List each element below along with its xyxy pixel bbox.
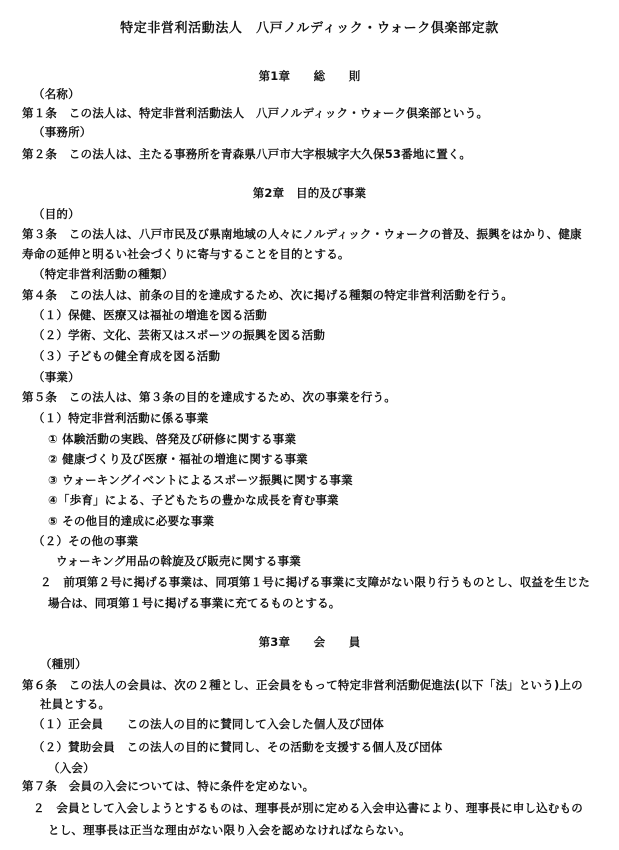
article-6-line-1: 第６条 この法人の会員は、次の２種とし、正会員をもって特定非営利活動促進法(以下「法」という)上の (22, 678, 583, 692)
caption-activity-kinds: （特定非営利活動の種類） (33, 267, 174, 281)
article-3-line-1: 第３条 この法人は、八戸市民及び県南地域の人々にノルディック・ウォークの普及、振興をはかり、健康 (22, 227, 582, 241)
article-7-paragraph-2-line-1: ２ 会員として入会しようとするものは、理事長が別に定める入会申込書により、理事長に申し込むもの (33, 801, 583, 815)
article-4-item-1: （１）保健、医療又は福祉の増進を図る活動 (33, 308, 267, 322)
article-5-section-1-item-4: ④「歩育」による、子どもたちの豊かな成長を育む事業 (48, 493, 339, 507)
article-2: 第２条 この法人は、主たる事務所を青森県八戸市大字根城字大久保53番地に置く。 (22, 147, 472, 161)
article-4-item-2: （２）学術、文化、芸術又はスポーツの振興を図る活動 (33, 328, 326, 342)
article-4-item-3: （３）子どもの健全育成を図る活動 (33, 349, 221, 363)
chapter-3-heading: 第3章 会 員 (258, 635, 361, 649)
article-4: 第４条 この法人は、前条の目的を達成するため、次に掲げる種類の特定非営利活動を行う。 (22, 288, 513, 302)
article-5: 第５条 この法人は、第３条の目的を達成するため、次の事業を行う。 (22, 390, 396, 404)
article-5-paragraph-2-line-1: ２ 前項第２号に掲げる事業は、同項第１号に掲げる事業に支障がない限り行うものとし、収益を生じた (40, 575, 590, 589)
article-7-paragraph-2-line-2: とし、理事長は正当な理由がない限り入会を認めなければならない。 (48, 823, 411, 837)
chapter-1-heading: 第1章 総 則 (258, 69, 361, 83)
chapter-2-heading: 第2章 目的及び事業 (252, 186, 367, 200)
caption-admission: （入会） (48, 761, 95, 775)
caption-purpose: （目的） (33, 207, 80, 221)
document-title: 特定非営利活動法人 八戸ノルディック・ウォーク倶楽部定款 (120, 21, 499, 36)
article-1: 第１条 この法人は、特定非営利活動法人 八戸ノルディック・ウォーク倶楽部という。 (22, 106, 489, 120)
article-5-section-2: （２）その他の事業 (33, 534, 139, 548)
article-6-line-2: 社員とする。 (40, 697, 111, 711)
caption-office: （事務所） (33, 125, 92, 139)
article-7: 第７条 会員の入会については、特に条件を定めない。 (22, 779, 315, 793)
caption-name: （名称） (33, 87, 80, 101)
article-5-section-2-item-1: ウォーキング用品の斡旋及び販売に関する事業 (56, 554, 301, 568)
article-3-line-2: 寿命の延伸と明るい社会づくりに寄与することを目的とする。 (22, 247, 350, 261)
article-5-section-1-item-1: ① 体験活動の実践、啓発及び研修に関する事業 (48, 432, 297, 446)
article-5-section-1-item-3: ③ ウォーキングイベントによるスポーツ振興に関する事業 (48, 473, 353, 487)
article-5-paragraph-2-line-2: 場合は、同項第１号に掲げる事業に充てるものとする。 (48, 596, 341, 610)
caption-business: （事業） (33, 370, 80, 384)
article-6-item-2: （２）賛助会員 この法人の目的に賛同し、その活動を支援する個人及び団体 (33, 740, 443, 754)
caption-member-kinds: （種別） (40, 657, 87, 671)
article-5-section-1: （１）特定非営利活動に係る事業 (33, 411, 209, 425)
article-6-item-1: （１）正会員 この法人の目的に賛同して入会した個人及び団体 (33, 717, 384, 731)
article-5-section-1-item-2: ② 健康づくり及び医療・福祉の増進に関する事業 (48, 452, 308, 466)
article-5-section-1-item-5: ⑤ その他目的達成に必要な事業 (48, 514, 215, 528)
